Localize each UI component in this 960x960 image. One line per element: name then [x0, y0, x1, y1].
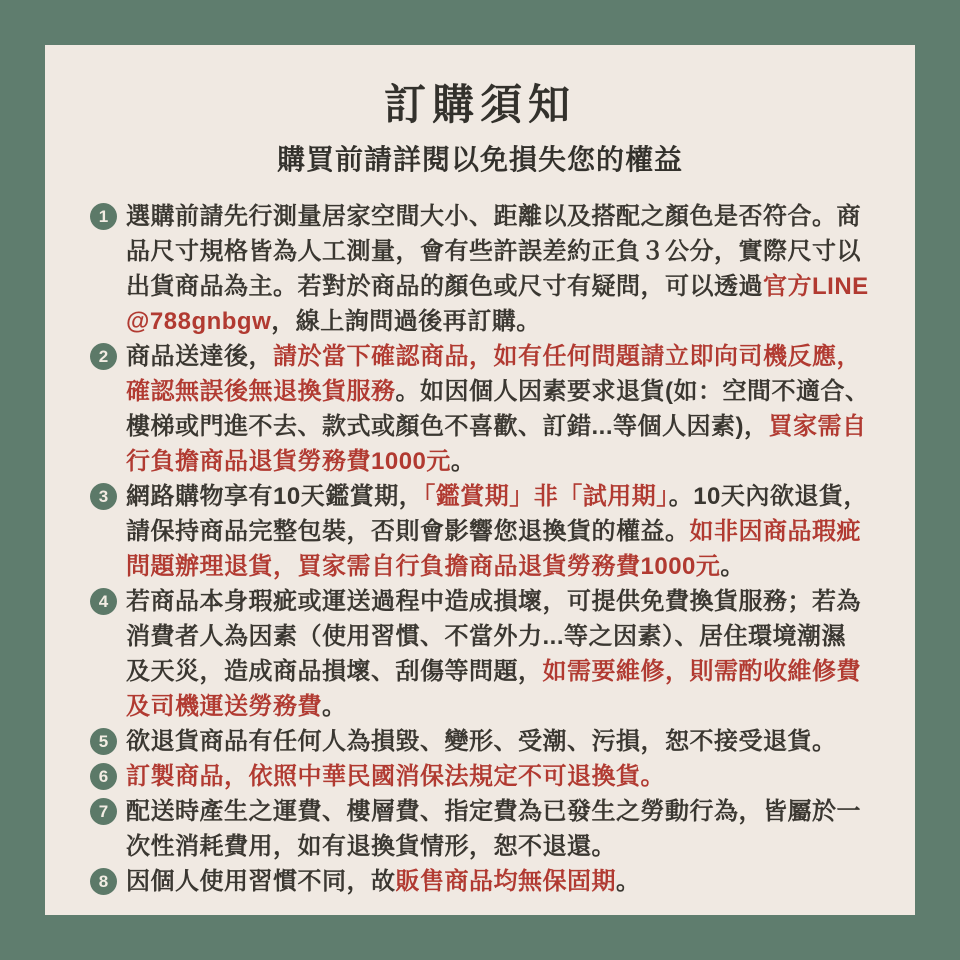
item-number-badge: 8 [90, 868, 117, 895]
notice-item [90, 724, 870, 759]
body-text: 。 [450, 448, 476, 475]
body-text: 。如因個人因素要求退貨(如：空間不適合、樓梯或門進不去、款式或顏色不喜歡、訂錯...等個人因素)， [126, 378, 870, 440]
item-text [126, 864, 870, 899]
highlighted-text: 如需要維修，則需酌收維修費及司機運送勞務費 [126, 658, 861, 720]
page-subtitle: 購買前請詳閱以免損失您的權益 [276, 144, 683, 175]
notice-item [90, 794, 870, 864]
item-number-badge: 5 [90, 728, 117, 755]
item-number-badge: 6 [90, 763, 117, 790]
notice-item [90, 864, 870, 899]
notice-item [90, 479, 870, 584]
item-number-badge: 4 [90, 588, 117, 615]
item-number-badge: 3 [90, 483, 117, 510]
body-text: 網路購物享有10天鑑賞期， [126, 483, 424, 510]
highlighted-text: 「鑑賞期」非「試用期」 [423, 483, 669, 510]
body-text: 商品送達後， [126, 343, 273, 370]
body-text: ，線上詢問過後再訂購。 [271, 308, 541, 335]
notice-list [90, 199, 870, 899]
body-text: 配送時產生之運費、樓層費、指定費為已發生之勞動行為，皆屬於一次性消耗費用，如有退換貨情形，恕不退還。 [126, 798, 861, 860]
highlighted-text: 販售商品均無保固期 [395, 868, 616, 895]
body-text: 選購前請先行測量居家空間大小、距離以及搭配之顏色是否符合。商品尺寸規格皆為人工測量，會有些許誤差約正負３公分，實際尺寸以出貨商品為主。若對於商品的顏色或尺寸有疑問，可以透過 [126, 203, 861, 300]
item-number-badge: 7 [90, 798, 117, 825]
item-text [126, 794, 870, 864]
page-title: 訂購須知 [383, 81, 576, 128]
notice-item [90, 584, 870, 724]
notice-item [90, 759, 870, 794]
highlighted-text: 買家需自行負擔商品退貨勞務費1000元 [126, 413, 867, 475]
notice-item [90, 199, 870, 339]
highlighted-text: 訂製商品，依照中華民國消保法規定不可退換貨。 [126, 763, 665, 790]
body-text: 。 [720, 553, 745, 580]
body-text: 因個人使用習慣不同，故 [126, 868, 396, 895]
highlighted-text: 官方LINE@788gnbgw [126, 273, 869, 335]
item-text [126, 199, 870, 339]
body-text: 。10天內欲退貨，請保持商品完整包裝，否則會影響您退換貨的權益。 [126, 483, 868, 545]
notice-panel [45, 45, 915, 915]
notice-item [90, 339, 870, 479]
item-number-badge: 1 [90, 203, 117, 230]
body-text: 。 [616, 868, 641, 895]
item-text [126, 479, 870, 584]
item-text [126, 759, 870, 794]
item-text [126, 584, 870, 724]
body-text: 。 [322, 693, 347, 720]
body-text: 若商品本身瑕疵或運送過程中造成損壞，可提供免費換貨服務；若為消費者人為因素（使用習慣、不當外力...等之因素）、居住環境潮濕及天災，造成商品損壞、刮傷等問題， [126, 588, 861, 685]
highlighted-text: 如非因商品瑕疵問題辦理退貨，買家需自行負擔商品退貨勞務費1000元 [126, 518, 861, 580]
body-text: 欲退貨商品有任何人為損毀、變形、受潮、污損，恕不接受退貨。 [126, 728, 837, 755]
highlighted-text: 請於當下確認商品，如有任何問題請立即向司機反應，確認無誤後無退換貨服務 [126, 343, 861, 405]
item-text [126, 339, 870, 479]
item-text [126, 724, 870, 759]
item-number-badge: 2 [90, 343, 117, 370]
